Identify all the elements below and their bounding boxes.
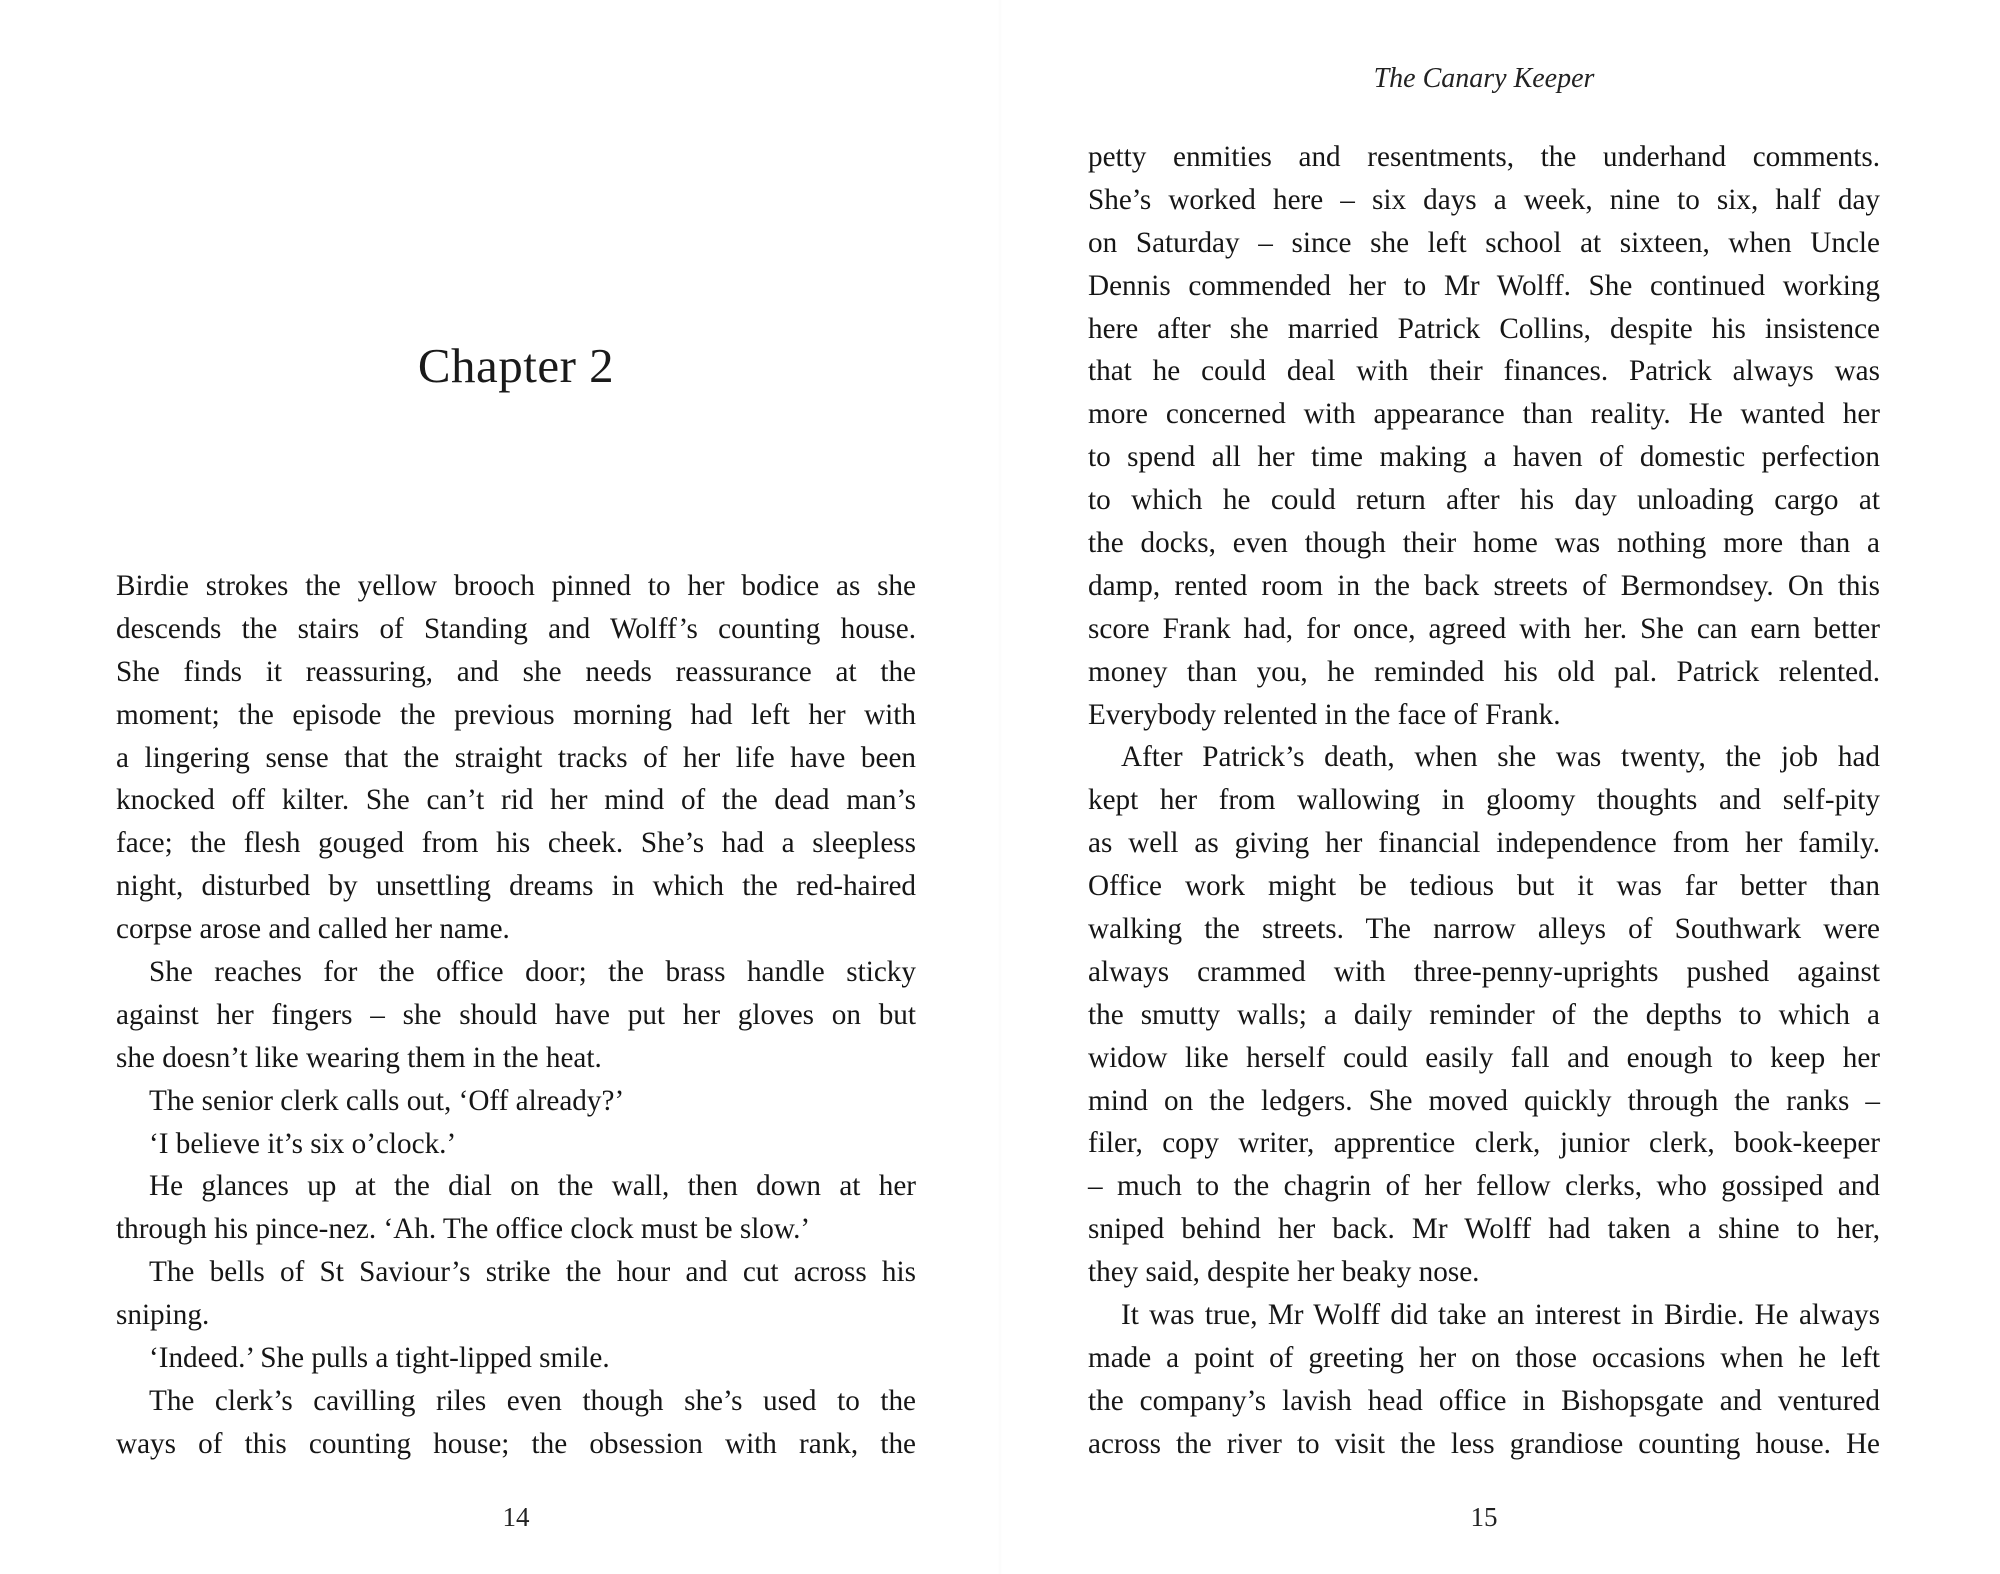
text-line: mind on the ledgers. She moved quickly through the ranks – <box>1088 1084 1880 1117</box>
text-line: to spend all her time making a haven of domestic perfection <box>1088 441 1880 474</box>
text-line: kept her from wallowing in gloomy thoughts and self-pity <box>1088 784 1880 817</box>
text-line: descends the stairs of Standing and Wolff’s counting house. <box>116 612 916 645</box>
text-line: made a point of greeting her on those occasions when he left <box>1088 1341 1880 1374</box>
text-line: always crammed with three-penny-uprights pushed against <box>1088 955 1880 988</box>
text-line: she doesn’t like wearing them in the heat. <box>116 1041 602 1074</box>
text-line: the docks, even though their home was nothing more than a <box>1088 527 1880 560</box>
text-line: The bells of St Saviour’s strike the hour and cut across his <box>149 1256 916 1289</box>
text-line: more concerned with appearance than reality. He wanted her <box>1088 398 1880 431</box>
right-body-text <box>1088 136 1880 1466</box>
chapter-title: Chapter 2 <box>417 338 615 393</box>
text-line: against her fingers – she should have put her gloves on but <box>116 998 916 1031</box>
text-line: She’s worked here – six days a week, nine to six, half day <box>1088 183 1880 216</box>
text-line: She finds it reassuring, and she needs reassurance at the <box>116 655 916 688</box>
text-line: across the river to visit the less grandiose counting house. He <box>1088 1427 1880 1460</box>
text-line: Office work might be tedious but it was far better than <box>1088 870 1880 903</box>
text-line: a lingering sense that the straight tracks of her life have been <box>116 741 916 774</box>
text-line: widow like herself could easily fall and enough to keep her <box>1088 1041 1880 1074</box>
text-line: moment; the episode the previous morning had left her with <box>116 698 916 731</box>
text-line: as well as giving her financial independence from her family. <box>1088 827 1880 860</box>
text-line: through his pince-nez. ‘Ah. The office clock must be slow.’ <box>116 1213 811 1246</box>
running-head: The Canary Keeper <box>1373 63 1595 94</box>
text-line: After Patrick’s death, when she was twenty, the job had <box>1121 741 1880 774</box>
text-line: knocked off kilter. She can’t rid her mind of the dead man’s <box>116 784 916 817</box>
text-line: ‘I believe it’s six o’clock.’ <box>149 1127 457 1160</box>
text-line: sniping. <box>116 1299 210 1332</box>
text-line: face; the flesh gouged from his cheek. She’s had a sleepless <box>116 827 916 860</box>
text-line: walking the streets. The narrow alleys of Southwark were <box>1088 913 1880 946</box>
text-line: score Frank had, for once, agreed with her. She can earn better <box>1088 612 1880 645</box>
text-line: He glances up at the dial on the wall, then down at her <box>149 1170 916 1203</box>
text-line: ‘Indeed.’ She pulls a tight-lipped smile. <box>149 1342 610 1375</box>
text-line: the smutty walls; a daily reminder of the depths to which a <box>1088 998 1880 1031</box>
text-line: – much to the chagrin of her fellow clerks, who gossiped and <box>1088 1170 1880 1203</box>
text-line: sniped behind her back. Mr Wolff had taken a shine to her, <box>1088 1213 1880 1246</box>
text-line: It was true, Mr Wolff did take an interest in Birdie. He always <box>1121 1299 1880 1332</box>
text-line: on Saturday – since she left school at sixteen, when Uncle <box>1088 226 1880 259</box>
text-line: filer, copy writer, apprentice clerk, junior clerk, book-keeper <box>1088 1127 1880 1160</box>
text-line: The senior clerk calls out, ‘Off already?’ <box>149 1084 625 1117</box>
text-line: Everybody relented in the face of Frank. <box>1088 698 1561 731</box>
text-line: corpse arose and called her name. <box>116 913 510 946</box>
text-line: that he could deal with their finances. Patrick always was <box>1088 355 1880 388</box>
text-line: The clerk’s cavilling riles even though she’s used to the <box>149 1384 916 1417</box>
text-line: damp, rented room in the back streets of Bermondsey. On this <box>1088 569 1880 602</box>
page-number-left: 14 <box>502 1502 530 1532</box>
text-line: money than you, he reminded his old pal. Patrick relented. <box>1088 655 1880 688</box>
text-line: Dennis commended her to Mr Wolff. She continued working <box>1088 269 1880 302</box>
text-line: to which he could return after his day unloading cargo at <box>1088 484 1880 517</box>
left-body-text <box>116 565 916 1466</box>
text-line: Birdie strokes the yellow brooch pinned to her bodice as she <box>116 570 916 602</box>
text-line: they said, despite her beaky nose. <box>1088 1256 1480 1289</box>
text-line: the company’s lavish head office in Bishopsgate and ventured <box>1088 1384 1880 1417</box>
text-line: ways of this counting house; the obsession with rank, the <box>116 1427 916 1460</box>
text-line: night, disturbed by unsettling dreams in which the red-haired <box>116 870 916 903</box>
right-page <box>1000 0 2000 1574</box>
text-line: She reaches for the office door; the brass handle sticky <box>149 956 916 989</box>
text-line: petty enmities and resentments, the underhand comments. <box>1088 141 1880 173</box>
page-number-right: 15 <box>1470 1502 1498 1532</box>
text-line: here after she married Patrick Collins, despite his insistence <box>1088 312 1880 345</box>
